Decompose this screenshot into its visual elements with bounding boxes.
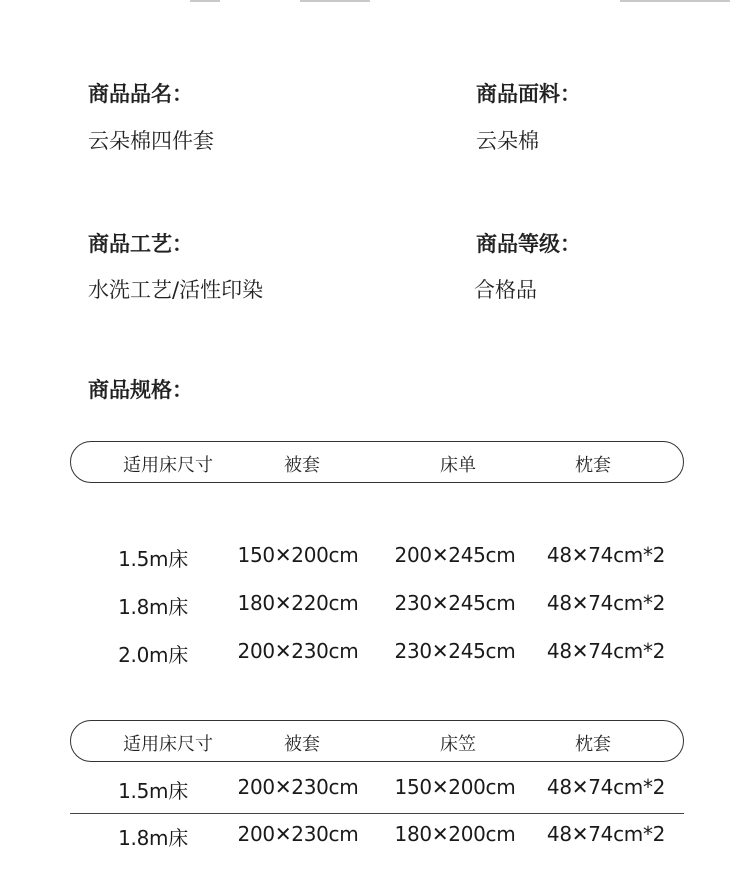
cell-duvet: 150✕200cm xyxy=(237,543,359,567)
product-process-value: 水洗工艺/活性印染 xyxy=(88,278,264,302)
cell-duvet: 180✕220cm xyxy=(237,591,359,615)
cell-pillowcase: 48✕74cm*2 xyxy=(546,639,666,663)
table1-header-sheet: 床单 xyxy=(440,455,476,476)
cell-bed-size: 2.0m床 xyxy=(118,643,188,667)
table2-header-fitted-sheet: 床笠 xyxy=(440,734,476,755)
top-decoration-strip xyxy=(0,0,750,4)
table1-row xyxy=(0,543,750,575)
product-name-label: 商品品名： xyxy=(88,82,193,106)
product-name-value: 云朵棉四件套 xyxy=(88,129,214,153)
table1-header-bed-size: 适用床尺寸 xyxy=(123,455,213,476)
cell-duvet: 200✕230cm xyxy=(237,775,359,799)
table1-header-duvet: 被套 xyxy=(284,455,320,476)
cell-duvet: 200✕230cm xyxy=(237,822,359,846)
table2-header xyxy=(70,720,684,762)
cell-fitted-sheet: 180✕200cm xyxy=(394,822,516,846)
cell-bed-size: 1.8m床 xyxy=(118,826,188,850)
product-grade-label: 商品等级： xyxy=(476,232,581,256)
cell-duvet: 200✕230cm xyxy=(237,639,359,663)
cell-sheet: 230✕245cm xyxy=(394,639,516,663)
table2-header-pillowcase: 枕套 xyxy=(575,734,611,755)
cell-pillowcase: 48✕74cm*2 xyxy=(546,543,666,567)
product-process-label: 商品工艺： xyxy=(88,232,193,256)
cell-bed-size: 1.5m床 xyxy=(118,779,188,803)
table1-header xyxy=(70,441,684,483)
cell-bed-size: 1.5m床 xyxy=(118,547,188,571)
table2-header-duvet: 被套 xyxy=(284,734,320,755)
cell-sheet: 230✕245cm xyxy=(394,591,516,615)
table1-row xyxy=(0,591,750,623)
table1-header-pillowcase: 枕套 xyxy=(575,455,611,476)
table2-row xyxy=(0,822,750,854)
cell-pillowcase: 48✕74cm*2 xyxy=(546,822,666,846)
table2-header-bed-size: 适用床尺寸 xyxy=(123,734,213,755)
cell-bed-size: 1.8m床 xyxy=(118,595,188,619)
cell-pillowcase: 48✕74cm*2 xyxy=(546,775,666,799)
cell-fitted-sheet: 150✕200cm xyxy=(394,775,516,799)
product-fabric-label: 商品面料： xyxy=(476,82,581,106)
product-fabric-value: 云朵棉 xyxy=(476,129,539,153)
table2-row xyxy=(0,775,750,807)
product-spec-label: 商品规格： xyxy=(88,378,193,402)
row-divider xyxy=(70,813,684,814)
cell-pillowcase: 48✕74cm*2 xyxy=(546,591,666,615)
table1-row xyxy=(0,639,750,671)
product-grade-value: 合格品 xyxy=(474,278,537,302)
cell-sheet: 200✕245cm xyxy=(394,543,516,567)
